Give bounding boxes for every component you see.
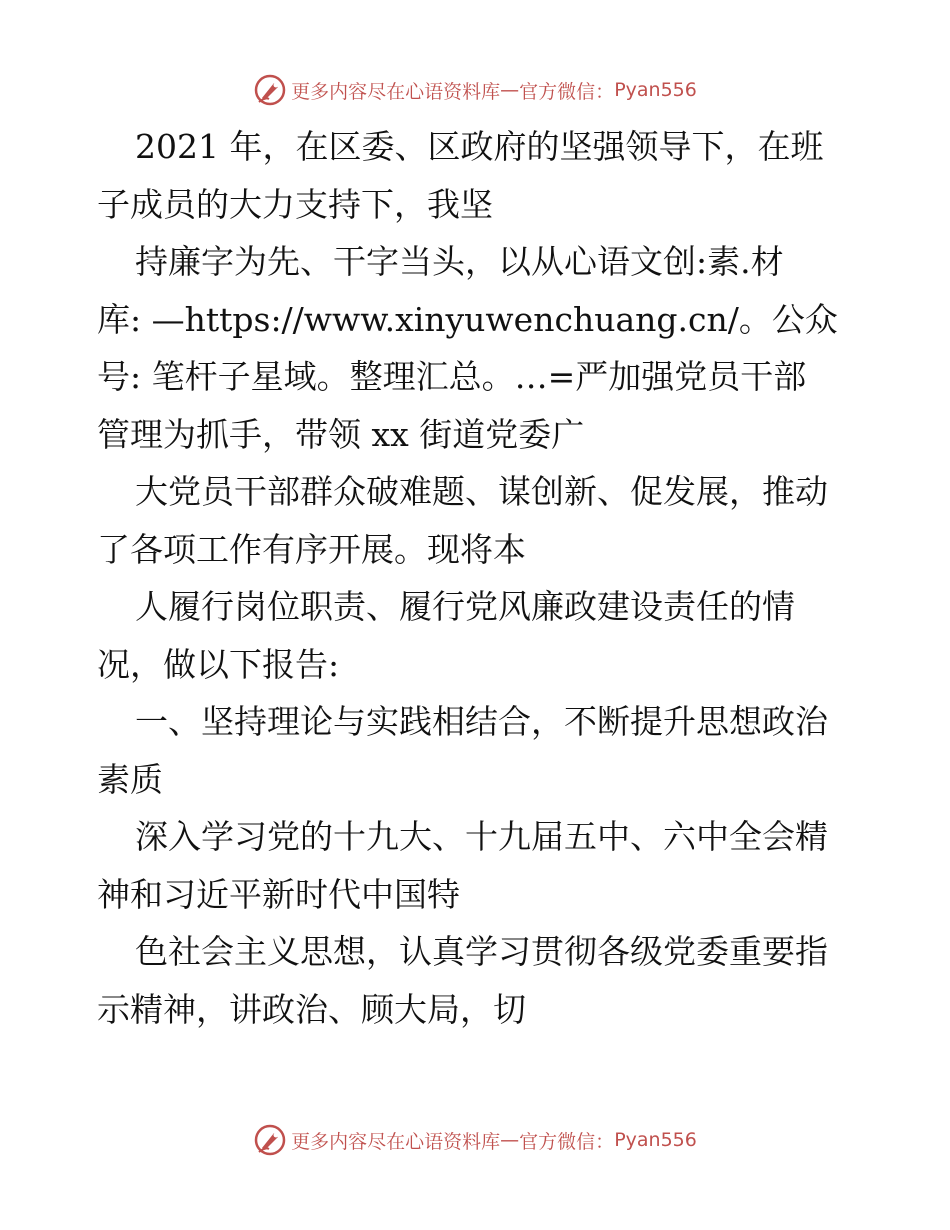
section-heading: 素质 [97,759,163,799]
text-line: 示精神，讲政治、顾大局，切 [97,989,526,1029]
watermark-separator: — [500,79,520,101]
header-watermark [0,70,950,110]
section-heading: 一、坚持理论与实践相结合，不断提升思想政治 [135,702,828,741]
watermark-wechat-id: Pyan556 [614,1129,697,1151]
footer-watermark [0,1120,950,1160]
text-line: 持廉字为先、干字当头，以从心语文创:素.材 [135,242,784,281]
watermark-wechat-id: Pyan556 [614,79,697,101]
text-line: 人履行岗位职责、履行党风廉政建设责任的情 [135,587,795,626]
text-line: 号: 笔杆子星域。整理汇总。…=严加强党员干部 [97,357,807,396]
watermark-site-name: 更多内容尽在心语资料库 [291,1130,501,1153]
watermark-wechat-label: 官方微信： [519,1130,615,1153]
text-line: 况，做以下报告: [97,644,340,684]
watermark-site-name: 更多内容尽在心语资料库 [291,80,501,103]
text-line: 深入学习党的十九大、十九届五中、六中全会精 [135,817,828,856]
pen-nib-logo-icon [253,73,287,107]
text-line: 库: —https://www.xinyuwenchuang.cn/。公众 [97,299,838,339]
text-line: 子成员的大力支持下，我坚 [97,184,493,224]
watermark-separator: — [500,1129,520,1151]
text-line: 大党员干部群众破难题、谋创新、促发展，推动 [135,472,828,511]
text-line: 神和习近平新时代中国特 [97,874,460,914]
text-line: 2021 年，在区委、区政府的坚强领导下，在班 [135,127,824,166]
watermark-wechat-label: 官方微信： [519,80,615,103]
text-line: 了各项工作有序开展。现将本 [97,529,526,569]
text-line: 管理为抓手，带领 xx 街道党委广 [97,414,585,454]
text-line: 色社会主义思想，认真学习贯彻各级党委重要指 [135,932,828,971]
document-body [97,118,867,1038]
pen-nib-logo-icon [253,1123,287,1157]
